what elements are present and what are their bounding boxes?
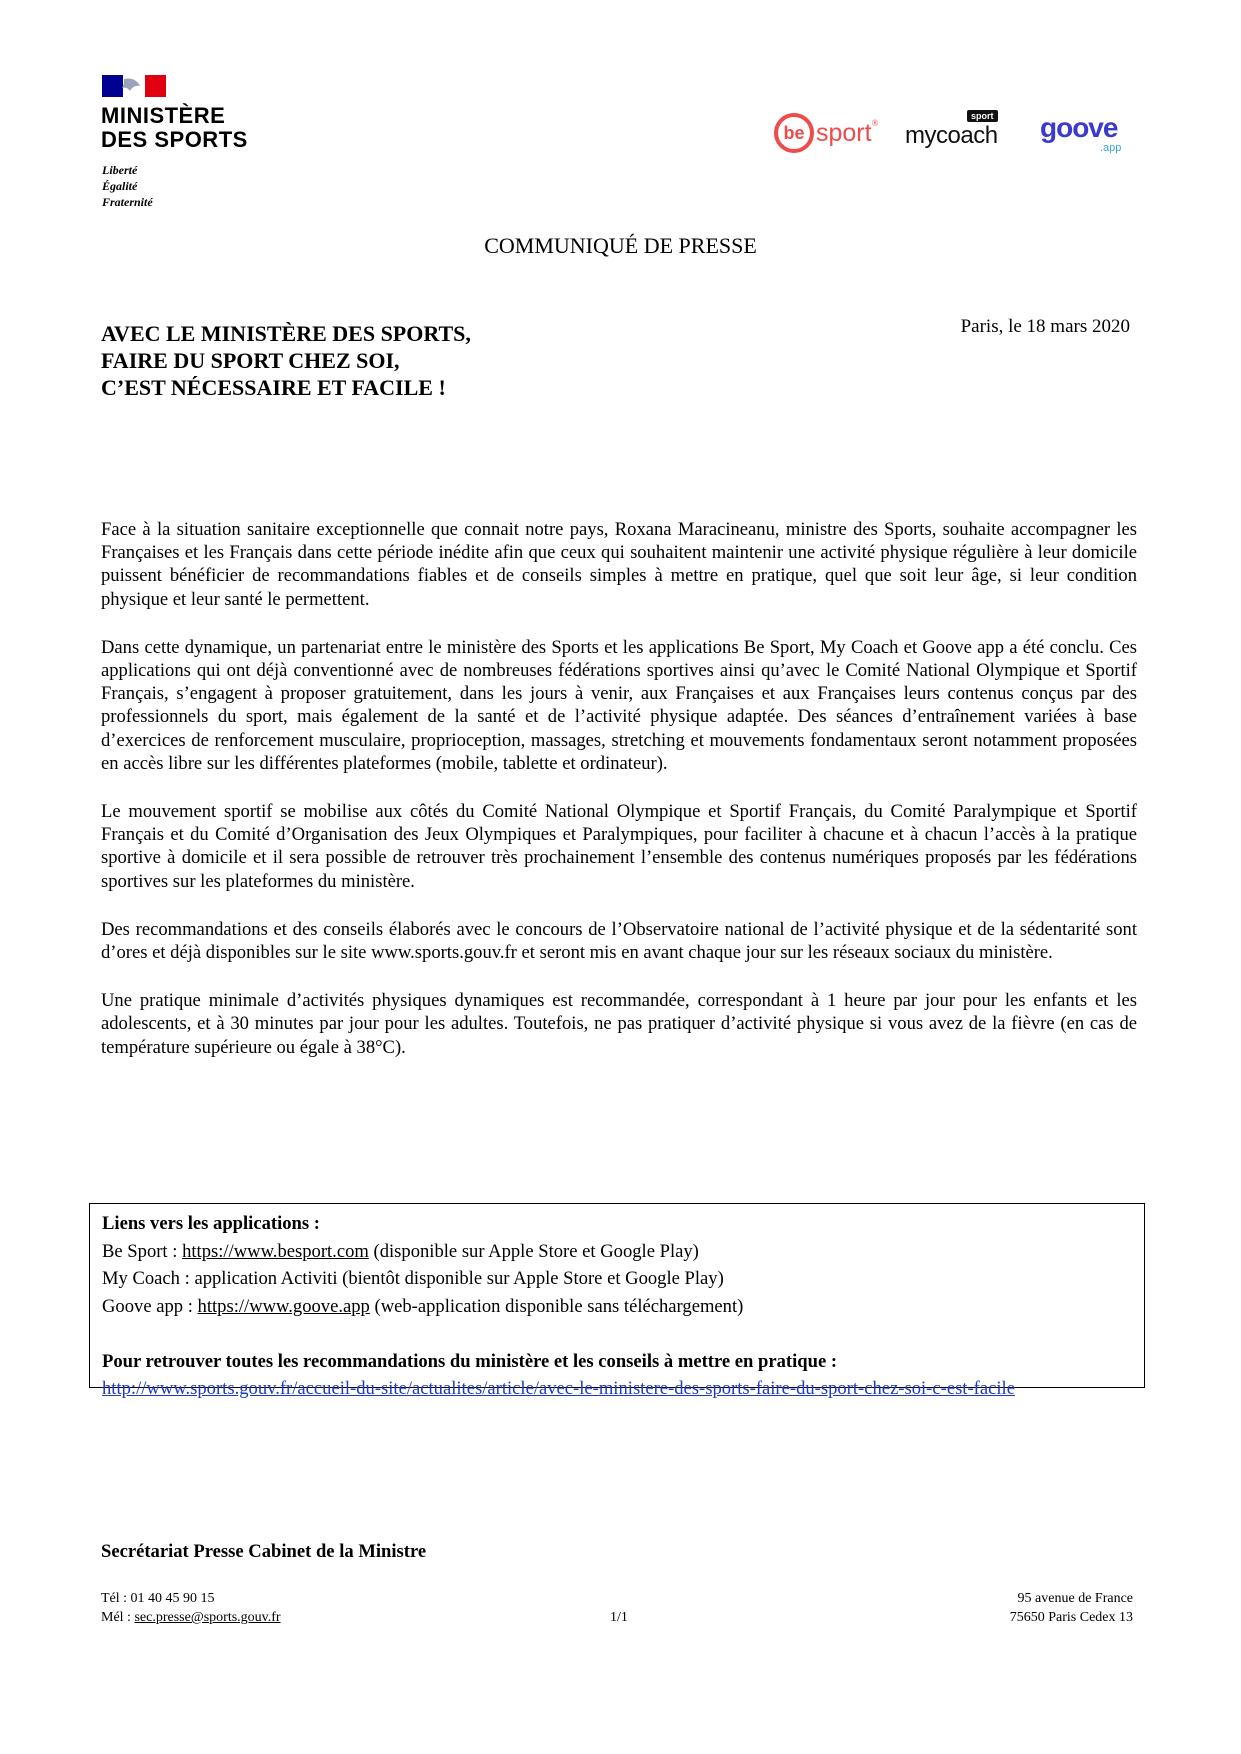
goove-word: goove <box>1040 112 1118 143</box>
headline-line: C’EST NÉCESSAIRE ET FACILE ! <box>101 375 446 400</box>
recommendations-title: Pour retrouver toutes les recommandations du ministère et les conseils à mettre en pratique : <box>102 1350 838 1372</box>
app-note: application Activiti (bientôt disponible sur Apple Store et Google Play) <box>194 1268 724 1289</box>
app-note: (disponible sur Apple Store et Google Play) <box>368 1240 699 1262</box>
app-note: (web-application disponible sans téléchargement) <box>369 1295 744 1317</box>
ministry-name <box>101 104 248 152</box>
date-line: Paris, le 18 mars 2020 <box>960 316 1130 337</box>
ministry-name-line: DES SPORTS <box>101 127 248 152</box>
email-row <box>101 1608 281 1627</box>
app-links-box <box>89 1203 1145 1399</box>
motto-line: Fraternité <box>102 195 153 209</box>
republic-motto <box>102 162 153 210</box>
recommendations-link[interactable]: http://www.sports.gouv.fr/accueil-du-site/actualites/article/avec-le-ministere-des-sports-faire-du-sport-chez-soi-c-est-facile <box>102 1378 1015 1399</box>
links-box-title: Liens vers les applications : <box>102 1213 320 1234</box>
spacer <box>102 1320 1134 1348</box>
paragraph: Une pratique minimale d’activités physiques dynamiques est recommandée, correspondant à 1 heure par jour pour les enfants et les adolescents, et à 30 minutes par jour pour les adultes. Toutefois, ne pas pratiquer d’activité physique si vous avez de la fièvre (en cas de température supérieure ou égale à 38°C). <box>101 990 1137 1058</box>
mycoach-badge: sport <box>967 110 998 122</box>
besport-link[interactable]: https://www.besport.com <box>182 1240 369 1262</box>
goove-suffix: .app <box>1100 142 1122 154</box>
mycoach-logo <box>905 108 1020 154</box>
app-label: Goove app : <box>102 1295 198 1317</box>
ministry-name-line: MINISTÈRE <box>101 103 226 128</box>
postal-address <box>1010 1589 1133 1627</box>
marianne-flag-icon <box>102 75 166 97</box>
app-link-row <box>102 1238 1134 1266</box>
email-link[interactable]: sec.presse@sports.gouv.fr <box>134 1610 281 1625</box>
headline <box>101 320 471 401</box>
goove-logo <box>1040 108 1135 154</box>
email-label: Mél : <box>101 1610 135 1625</box>
address-line: 95 avenue de France <box>1017 1591 1133 1606</box>
mycoach-word: mycoach <box>905 122 998 149</box>
paragraph: Des recommandations et des conseils élaborés avec le concours de l’Observatoire national de l’activité physique et de la sédentarité sont d’ores et déjà disponibles sur le site www.sports.gouv.fr et seront mis en avant chaque jour sur les réseaux sociaux du ministère. <box>101 918 1137 964</box>
besport-logo <box>774 110 894 156</box>
page-number: 1/1 <box>610 1610 628 1625</box>
app-label: My Coach : <box>102 1268 195 1289</box>
body-text <box>101 518 1137 1084</box>
motto-line: Égalité <box>102 179 138 193</box>
goove-link[interactable]: https://www.goove.app <box>197 1295 370 1317</box>
app-link-row <box>102 1293 1134 1321</box>
besport-word: sport <box>816 118 872 147</box>
contact-info <box>101 1589 281 1627</box>
headline-line: AVEC LE MINISTÈRE DES SPORTS, <box>101 321 471 346</box>
besport-registered-mark: ® <box>871 118 879 128</box>
motto-line: Liberté <box>102 163 138 177</box>
document-type: COMMUNIQUÉ DE PRESSE <box>484 233 757 258</box>
app-label: Be Sport : <box>102 1240 183 1262</box>
app-link-row <box>102 1265 1134 1293</box>
paragraph: Le mouvement sportif se mobilise aux côtés du Comité National Olympique et Sportif Français, du Comité Paralympique et Sportif Français et du Comité d’Organisation des Jeux Olympiques et Paralympiques, pour faciliter à chacune et à chacun l’accès à la pratique sportive à domicile et il sera possible de retrouver très prochainement l’ensemble des contenus numériques proposés par les fédérations sportives sur les plateformes du ministère. <box>101 801 1137 892</box>
phone-number: Tél : 01 40 45 90 15 <box>101 1591 215 1606</box>
paragraph: Dans cette dynamique, un partenariat entre le ministère des Sports et les applications Be Sport, My Coach et Goove app a été conclu. Ces applications qui ont déjà conventionné avec de nombreuses fédérations sportives ainsi qu’avec le Comité National Olympique et Sportif Français, s’engagent à proposer gratuitement, dans les jours à venir, aux Françaises et aux Françaises leurs contenus conçus par des professionnels du sport, mais également de la santé et de l’activité physique adaptée. Des séances d’entraînement variées à base d’exercices de renforcement musculaire, proprioception, massages, stretching et mouvements fondamentaux seront notamment proposées en accès libre sur les différentes plateformes (mobile, tablette et ordinateur). <box>101 636 1137 774</box>
besport-circle: be <box>774 113 814 153</box>
paragraph: Face à la situation sanitaire exceptionnelle que connait notre pays, Roxana Maracineanu, ministre des Sports, souhaite accompagner les Françaises et les Français dans cette période inédite afin que ceux qui souhaitent maintenir une activité physique régulière à leur domicile puissent bénéficier de recommandations fiables et de conseils simples à mettre en pratique, quel que soit leur âge, si leur condition physique et leur santé le permettent. <box>101 519 1137 610</box>
press-secretariat: Secrétariat Presse Cabinet de la Ministre <box>101 1541 427 1562</box>
headline-line: FAIRE DU SPORT CHEZ SOI, <box>101 348 400 373</box>
address-line: 75650 Paris Cedex 13 <box>1009 1610 1133 1625</box>
